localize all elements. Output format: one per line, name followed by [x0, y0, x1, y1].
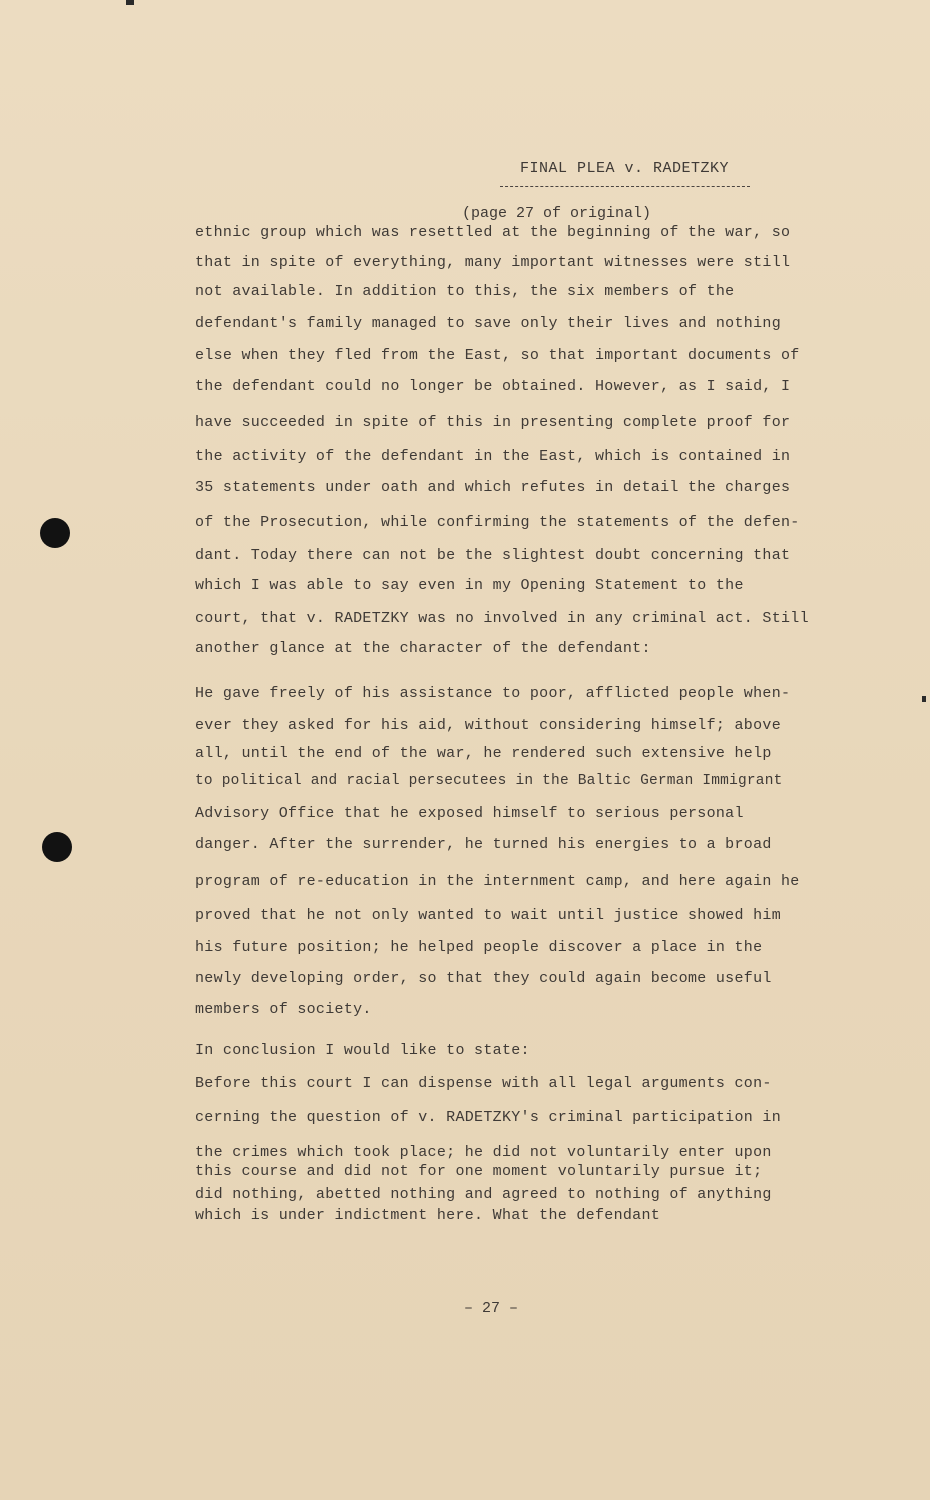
text-line: have succeeded in spite of this in presenting complete proof for — [195, 414, 791, 431]
punch-hole-lower — [42, 832, 72, 862]
edge-mark — [922, 696, 926, 702]
text-line: Before this court I can dispense with all legal arguments con- — [195, 1075, 772, 1092]
edge-mark — [126, 0, 134, 5]
text-line: danger. After the surrender, he turned his energies to a broad — [195, 836, 772, 853]
text-line: Advisory Office that he exposed himself to serious personal — [195, 805, 744, 822]
text-line: this course and did not for one moment voluntarily pursue it; — [195, 1163, 763, 1180]
text-line: of the Prosecution, while confirming the statements of the defen- — [195, 514, 800, 531]
text-line: newly developing order, so that they could again become useful — [195, 970, 772, 987]
text-line: which I was able to say even in my Opening Statement to the — [195, 577, 744, 594]
text-line: the crimes which took place; he did not voluntarily enter upon — [195, 1144, 772, 1161]
text-line: cerning the question of v. RADETZKY's criminal participation in — [195, 1109, 781, 1126]
text-line: did nothing, abetted nothing and agreed to nothing of anything — [195, 1186, 772, 1203]
text-line: else when they fled from the East, so that important documents of — [195, 347, 800, 364]
text-line: defendant's family managed to save only their lives and nothing — [195, 315, 781, 332]
text-line: that in spite of everything, many important witnesses were still — [195, 254, 791, 271]
text-line: court, that v. RADETZKY was no involved in any criminal act. Still — [195, 610, 809, 627]
text-line: members of society. — [195, 1001, 372, 1018]
text-line: not available. In addition to this, the six members of the — [195, 283, 735, 300]
page-number: – 27 – — [464, 1300, 519, 1317]
text-line: proved that he not only wanted to wait until justice showed him — [195, 907, 781, 924]
text-line: another glance at the character of the defendant: — [195, 640, 651, 657]
text-line: 35 statements under oath and which refutes in detail the charges — [195, 479, 791, 496]
text-line: all, until the end of the war, he rendered such extensive help — [195, 745, 772, 762]
text-line: ethnic group which was resettled at the beginning of the war, so — [195, 224, 791, 241]
text-line: the defendant could no longer be obtained. However, as I said, I — [195, 378, 791, 395]
text-line: to political and racial persecutees in the Baltic German Immigrant — [195, 773, 783, 789]
text-line: dant. Today there can not be the slightest doubt concerning that — [195, 547, 791, 564]
text-line: the activity of the defendant in the East, which is contained in — [195, 448, 791, 465]
page-header-title: FINAL PLEA v. RADETZKY — [520, 160, 730, 177]
text-line: ever they asked for his aid, without considering himself; above — [195, 717, 781, 734]
text-line: program of re-education in the internment camp, and here again he — [195, 873, 800, 890]
header-rule — [500, 186, 750, 187]
text-line: which is under indictment here. What the defendant — [195, 1207, 661, 1224]
text-line: his future position; he helped people discover a place in the — [195, 939, 763, 956]
text-line: He gave freely of his assistance to poor, afflicted people when- — [195, 685, 791, 702]
punch-hole-upper — [40, 518, 70, 548]
text-line: In conclusion I would like to state: — [195, 1042, 530, 1059]
original-page-note: (page 27 of original) — [462, 205, 652, 222]
